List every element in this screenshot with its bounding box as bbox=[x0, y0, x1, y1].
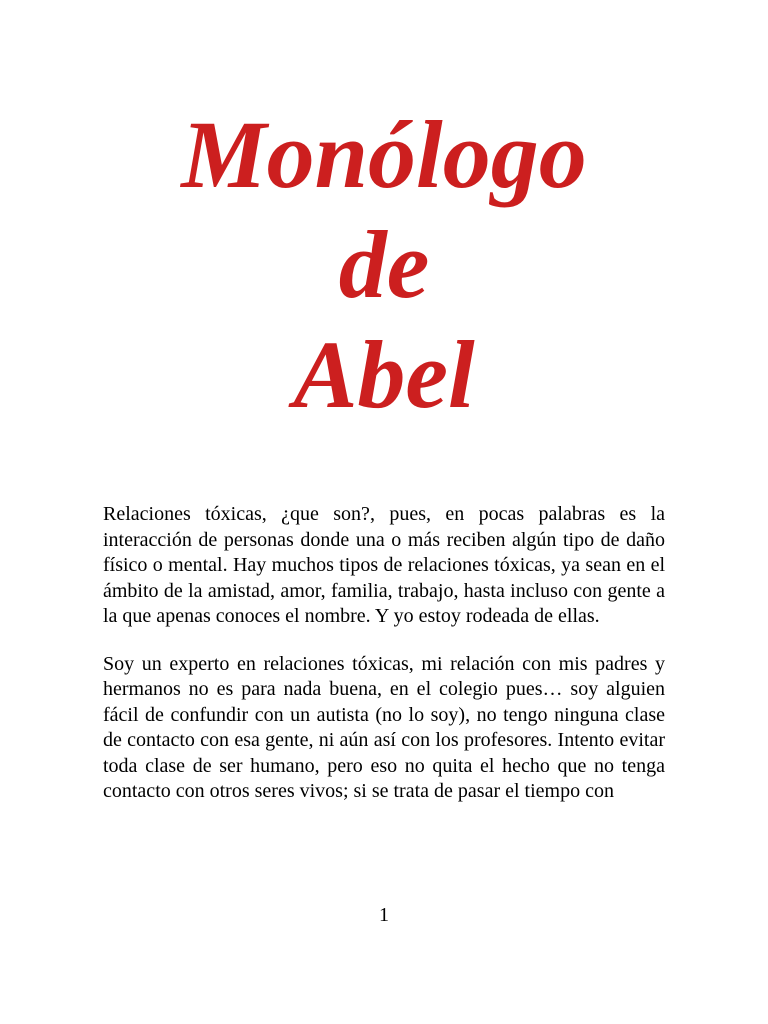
paragraph-1: Relaciones tóxicas, ¿que son?, pues, en pocas palabras es la interacción de personas donde una o más reciben algún tipo de daño físico o mental. Hay muchos tipos de relaciones tóxicas, ya sean en el ámbito de la amistad, amor, familia, trabajo, hasta incluso con gente a la que apenas conoces el nombre. Y yo estoy rodeada de ellas. bbox=[103, 503, 665, 627]
paragraph-2: Soy un experto en relaciones tóxicas, mi relación con mis padres y hermanos no es para nada buena, en el colegio pues… soy alguien fácil de confundir con un autista (no lo soy), no tengo ninguna clase de contacto con esa gente, ni aún así con los profesores. Intento evitar toda clase de ser humano, pero eso no quita el hecho que no tenga contacto con otros seres vivos; si se trata de pasar el tiempo con bbox=[103, 652, 665, 802]
document-title bbox=[0, 100, 768, 430]
page-number: 1 bbox=[379, 904, 389, 926]
title-line-2: de bbox=[338, 211, 430, 318]
title-line-3: Abel bbox=[293, 321, 475, 428]
title-line-1: Monólogo bbox=[181, 101, 587, 208]
document-body bbox=[103, 502, 665, 805]
